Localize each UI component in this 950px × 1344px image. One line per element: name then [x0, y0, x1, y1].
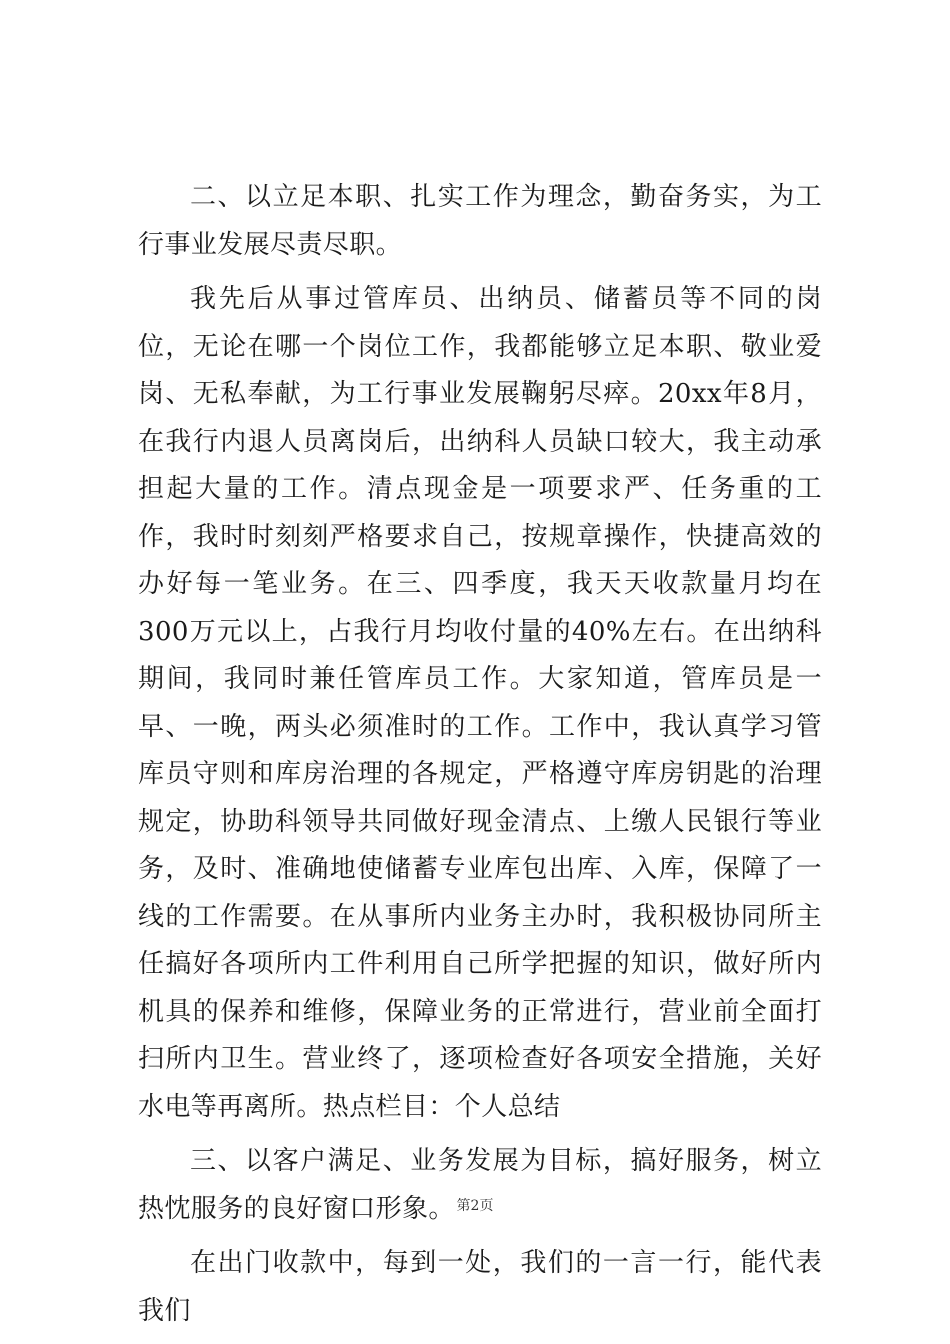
paragraph-section-three-heading: 三、以客户满足、业务发展为目标，搞好服务，树立热忱服务的良好窗口形象。 [138, 1146, 822, 1224]
document-body [138, 174, 822, 1342]
paragraph-section-two-heading: 二、以立足本职、扎实工作为理念，勤奋务实，为工行事业发展尽责尽职。 [138, 182, 822, 260]
page-number: 第2页 [456, 1198, 494, 1214]
paragraph-work-experience: 我先后从事过管库员、出纳员、储蓄员等不同的岗位，无论在哪一个岗位工作，我都能够立足本职、敬业爱岗、无私奉献，为工行事业发展鞠躬尽瘁。20xx年8月，在我行内退人员离岗后，出纳科人员缺口较大，我主动承担起大量的工作。清点现金是一项要求严、任务重的工作，我时时刻刻严格要求自己，按规章操作，快捷高效的办好每一笔业务。在三、四季度，我天天收款量月均在300万元以上，占我行月均收付量的40%左右。在出纳科期间，我同时兼任管库员工作。大家知道，管库员是一早、一晚，两头必须准时的工作。工作中，我认真学习管库员守则和库房治理的各规定，严格遵守库房钥匙的治理规定，协助科领导共同做好现金清点、上缴人民银行等业务，及时、准确地使储蓄专业库包出库、入库，保障了一线的工作需要。在从事所内业务主办时，我积极协同所主任搞好各项所内工件利用自己所学把握的知识，做好所内机具的保养和维修，保障业务的正常进行，营业前全面打扫所内卫生。营业终了，逐项检查好各项安全措施，关好水电等再离所。热点栏目：个人总结 [138, 284, 822, 1122]
paragraph-collection-service: 在出门收款中，每到一处，我们的一言一行，能代表我们 [138, 1248, 822, 1326]
